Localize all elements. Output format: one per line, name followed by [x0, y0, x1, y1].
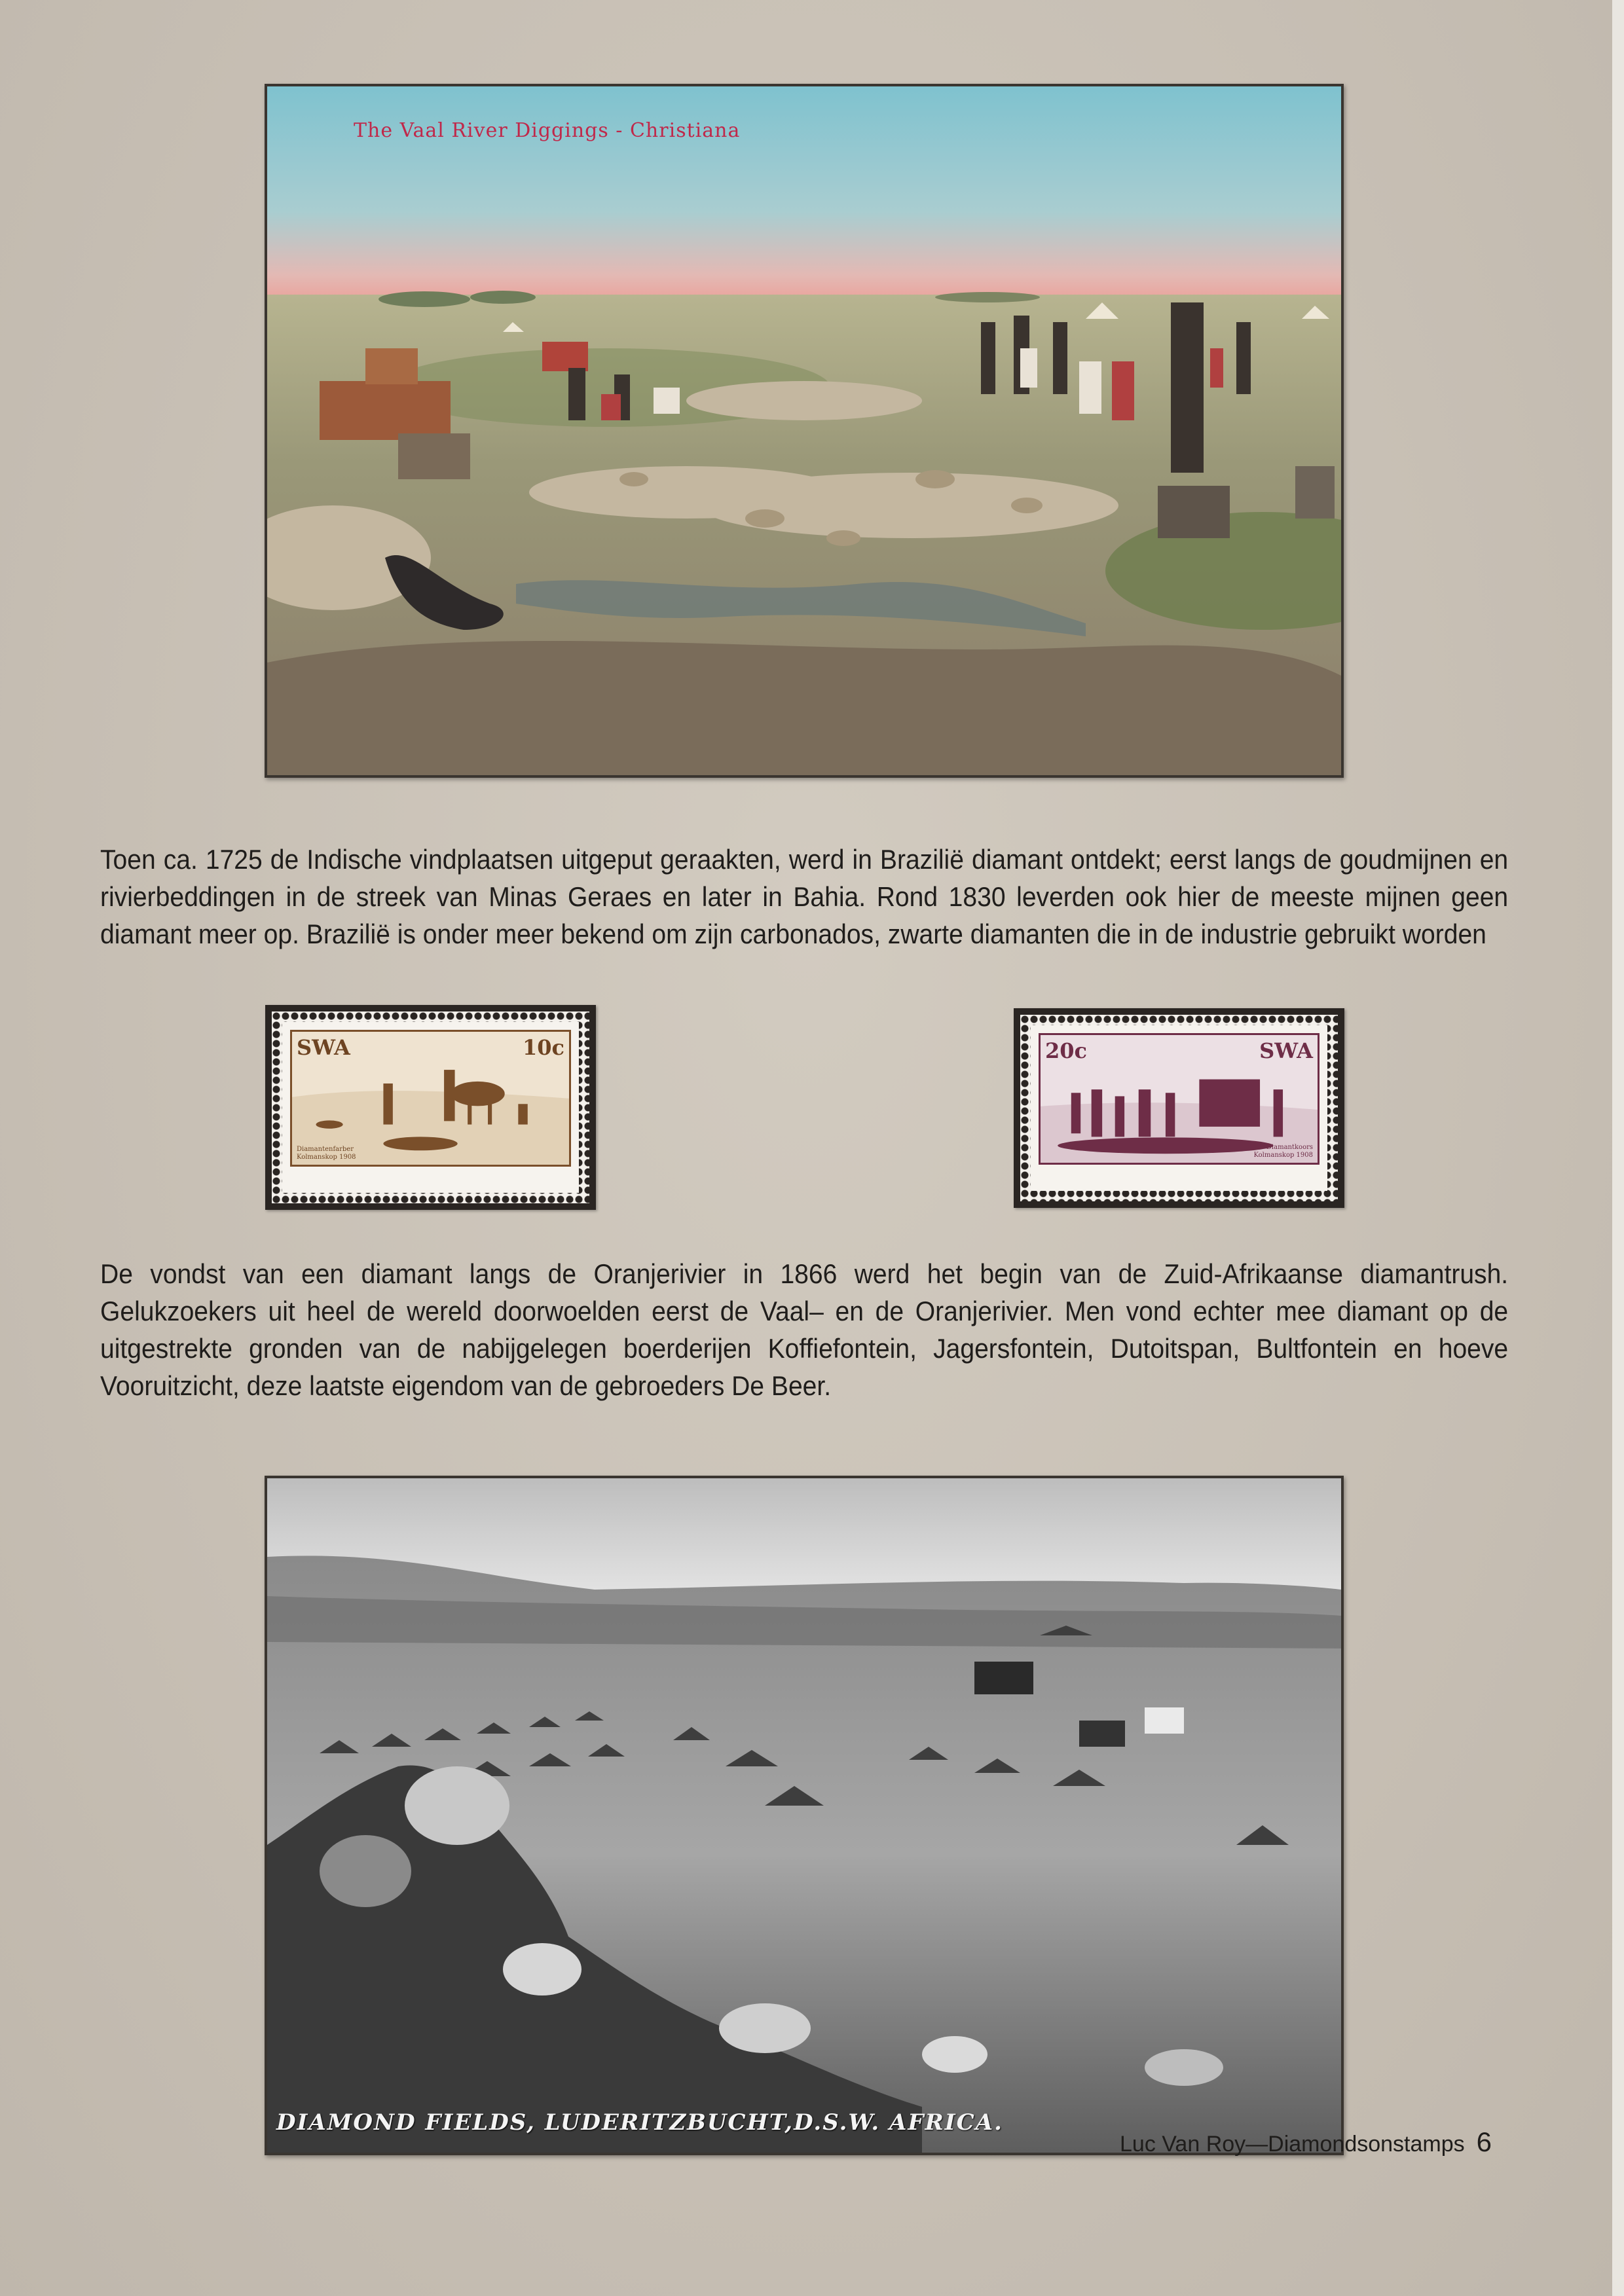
- stamp-caption: [1253, 1144, 1313, 1159]
- postcard-diamond-fields-luderitzbucht: [265, 1476, 1344, 2155]
- postcard-scene-diggings: [267, 86, 1341, 775]
- postcard-vaal-river-diggings: [265, 84, 1344, 778]
- stamp-mount-right: [1014, 1008, 1344, 1208]
- page-number: 6: [1476, 2126, 1492, 2157]
- stamp-caption: [297, 1146, 356, 1161]
- paragraph-brazil-diamonds: Toen ca. 1725 de Indische vindplaatsen uitgeput geraakten, werd in Brazilië diamant ontdekt; eerst langs de goudmijnen en rivierbeddingen in de streek van Minas Geraes en later in Bahia. Rond 1830 leverden ook hier de meeste mijnen geen diamant meer op. Brazilië is onder meer bekend om zijn carbonados, zwarte diamanten die in de industrie gebruikt worden: [100, 844, 1509, 949]
- postcard-scene-diamond-fields: [267, 1478, 1341, 2153]
- stamp-perforation: [1020, 1015, 1338, 1201]
- stamp-country: SWA: [297, 1035, 350, 1060]
- stamp-perforation: [272, 1011, 589, 1203]
- stamp-value: 10c: [522, 1035, 564, 1060]
- footer-credit: Luc Van Roy—Diamondsonstamps: [1120, 2132, 1465, 2157]
- stamp-caption-line2: Kolmanskop 1908: [297, 1154, 356, 1161]
- stamp-mount-left: [265, 1005, 596, 1210]
- stamp-value: 20c: [1045, 1038, 1088, 1063]
- stamp-swa-10c: [282, 1022, 579, 1193]
- paragraph-south-africa-rush: De vondst van een diamant langs de Oranjerivier in 1866 werd het begin van de Zuid-Afrikaanse diamantrush. Gelukzoekers uit heel de wereld doorwoelden eerst de Vaal– en de Oranjerivier. Men vond echter mee diamant op de uitgestrekte gronden van de nabijgelegen boerderijen Koffiefontein, Jagersfontein, Dutoitspan, Bultfontein en hoeve Vooruitzicht, deze laatste eigendom van de gebroeders De Beer.: [100, 1258, 1509, 1401]
- stamp-caption-line2: Kolmanskop 1908: [1253, 1152, 1313, 1159]
- stamp-country: SWA: [1259, 1038, 1313, 1063]
- postcard-top-caption: The Vaal River Diggings - Christiana: [354, 119, 741, 142]
- page-footer: [1120, 2126, 1492, 2158]
- stamp-caption-line1: Diamantkoors: [1266, 1144, 1313, 1151]
- stamp-swa-20c: [1031, 1025, 1327, 1191]
- stamp-caption-line1: Diamantenfarber: [297, 1146, 354, 1153]
- postcard-bottom-caption: DIAMOND FIELDS, LUDERITZBUCHT,D.S.W. AFRICA.: [276, 2109, 1003, 2136]
- page-edge: [1612, 0, 1624, 2296]
